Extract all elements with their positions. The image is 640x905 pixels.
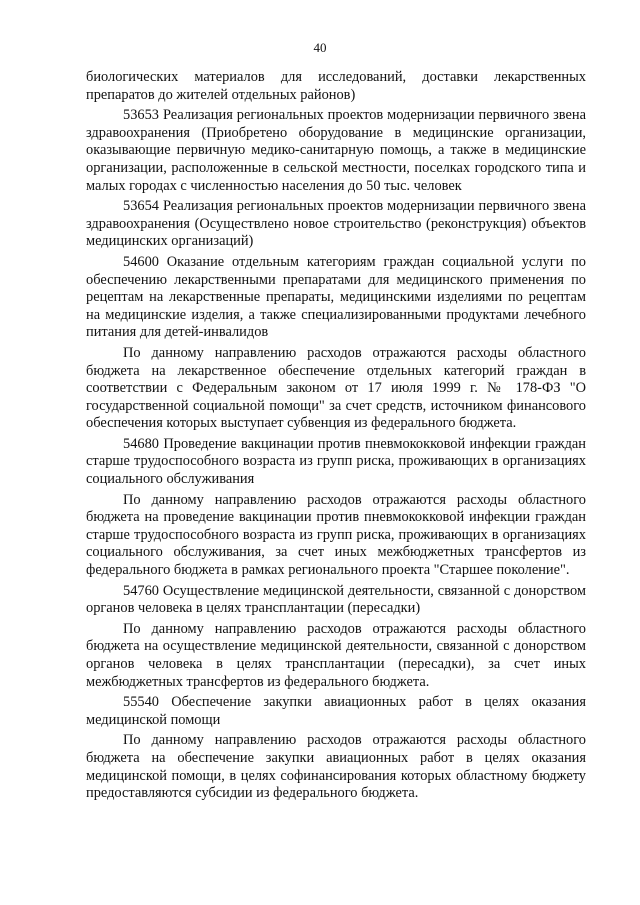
paragraph-53653-heading: 53653 Реализация региональных проектов модернизации первичного звена здравоохранения (Приобретено оборудование в медицинские организации, оказывающие первичную медико-санитарную помощь, а также в медицинские организации, расположенные в сельской местности, поселках городского типа и малых городах с численностью населения до 50 тыс. человек [86, 107, 586, 194]
paragraph-54680-description: По данному направлению расходов отражаются расходы областного бюджета на проведение вакцинации против пневмококковой инфекции граждан старше трудоспособного возраста из групп риска, проживающих в организациях социального обслуживания, за счет иных межбюджетных трансфертов из федерального бюджета в рамках регионального проекта "Старшее поколение". [86, 491, 586, 579]
paragraph-54600-heading: 54600 Оказание отдельным категориям граждан социальной услуги по обеспечению лекарственными препаратами для медицинского применения по рецептам на лекарственные препараты, медицинскими изделиями по рецептам на медицинские изделия, а также специализированными продуктами лечебного питания для детей-инвалидов [86, 253, 586, 341]
page-number: 40 [313, 40, 327, 55]
paragraph-continuation: биологических материалов для исследований, доставки лекарственных препаратов до жителей отдельных районов) [86, 69, 586, 103]
paragraph-55540-description: По данному направлению расходов отражаются расходы областного бюджета на обеспечение закупки авиационных работ в целях оказания медицинской помощи, в целях софинансирования которых областному бюджету предоставляются субсидии из федерального бюджета. [86, 732, 586, 802]
paragraph-54600-description: По данному направлению расходов отражаются расходы областного бюджета на лекарственное обеспечение отдельных категорий граждан в соответствии с Федеральным законом от 17 июля 1999 г. № 178-ФЗ "О государственной социальной помощи" за счет средств, источником финансового обеспечения которых выступает субвенция из федерального бюджета. [86, 344, 586, 432]
paragraph-55540-heading: 55540 Обеспечение закупки авиационных работ в целях оказания медицинской помощи [86, 694, 586, 728]
paragraph-54760-heading: 54760 Осуществление медицинской деятельности, связанной с донорством органов человека в целях трансплантации (пересадки) [86, 582, 586, 617]
paragraph-54680-heading: 54680 Проведение вакцинации против пневмококковой инфекции граждан старше трудоспособного возраста из групп риска, проживающих в организациях социального обслуживания [86, 435, 586, 488]
paragraph-54760-description: По данному направлению расходов отражаются расходы областного бюджета на осуществление медицинской деятельности, связанной с донорством органов человека в целях трансплантации (пересадки), за счет иных межбюджетных трансфертов из федерального бюджета. [86, 620, 586, 690]
document-body [86, 69, 586, 806]
paragraph-53654-heading: 53654 Реализация региональных проектов модернизации первичного звена здравоохранения (Осуществлено новое строительство (реконструкция) объектов медицинских организаций) [86, 198, 586, 250]
